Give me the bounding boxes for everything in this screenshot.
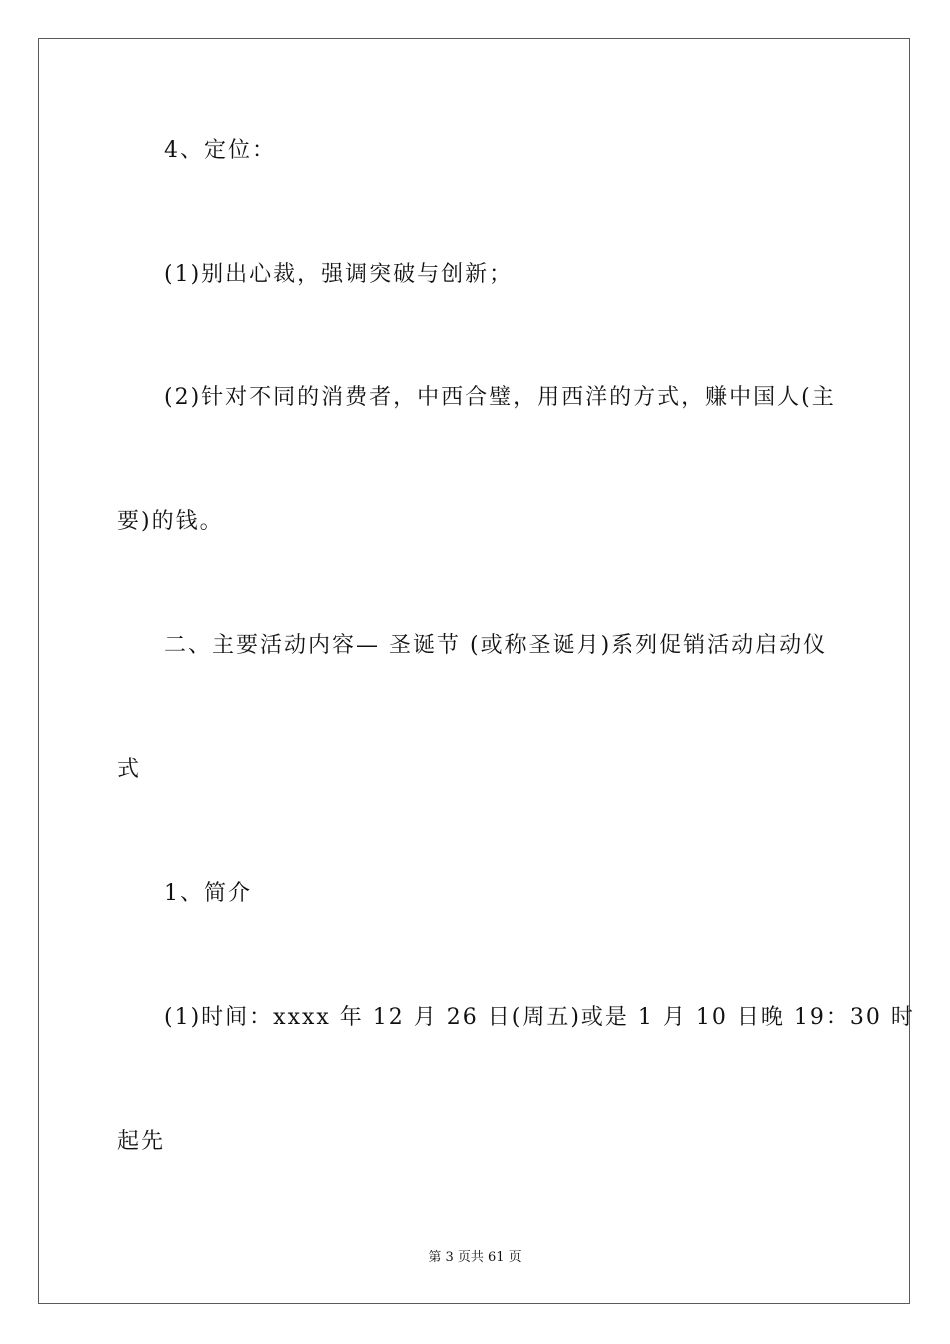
paragraph-positioning-heading: 4、定位： — [164, 138, 276, 163]
paragraph-point-1: (1)别出心裁，强调突破与创新； — [164, 262, 514, 287]
section-heading-line-1: 二、主要活动内容— 圣诞节 (或称圣诞月)系列促销活动启动仪 — [164, 633, 828, 658]
page-number: 第 3 页 — [428, 1250, 471, 1265]
paragraph-point-2-line-2: 要)的钱。 — [117, 509, 224, 534]
paragraph-time-line-2: 起先 — [117, 1129, 166, 1154]
page-footer — [0, 1246, 950, 1265]
page-border — [38, 38, 910, 1304]
paragraph-point-2-line-1: (2)针对不同的消费者，中西合璧，用西洋的方式，赚中国人(主 — [164, 385, 836, 410]
paragraph-time-line-1: (1)时间：xxxx 年 12 月 26 日(周五)或是 1 月 10 日晚 19：30 时 — [164, 1005, 915, 1030]
section-heading-line-2: 式 — [117, 757, 142, 782]
page-total: 共 61 页 — [470, 1250, 522, 1265]
subsection-heading-intro: 1、简介 — [164, 881, 252, 906]
